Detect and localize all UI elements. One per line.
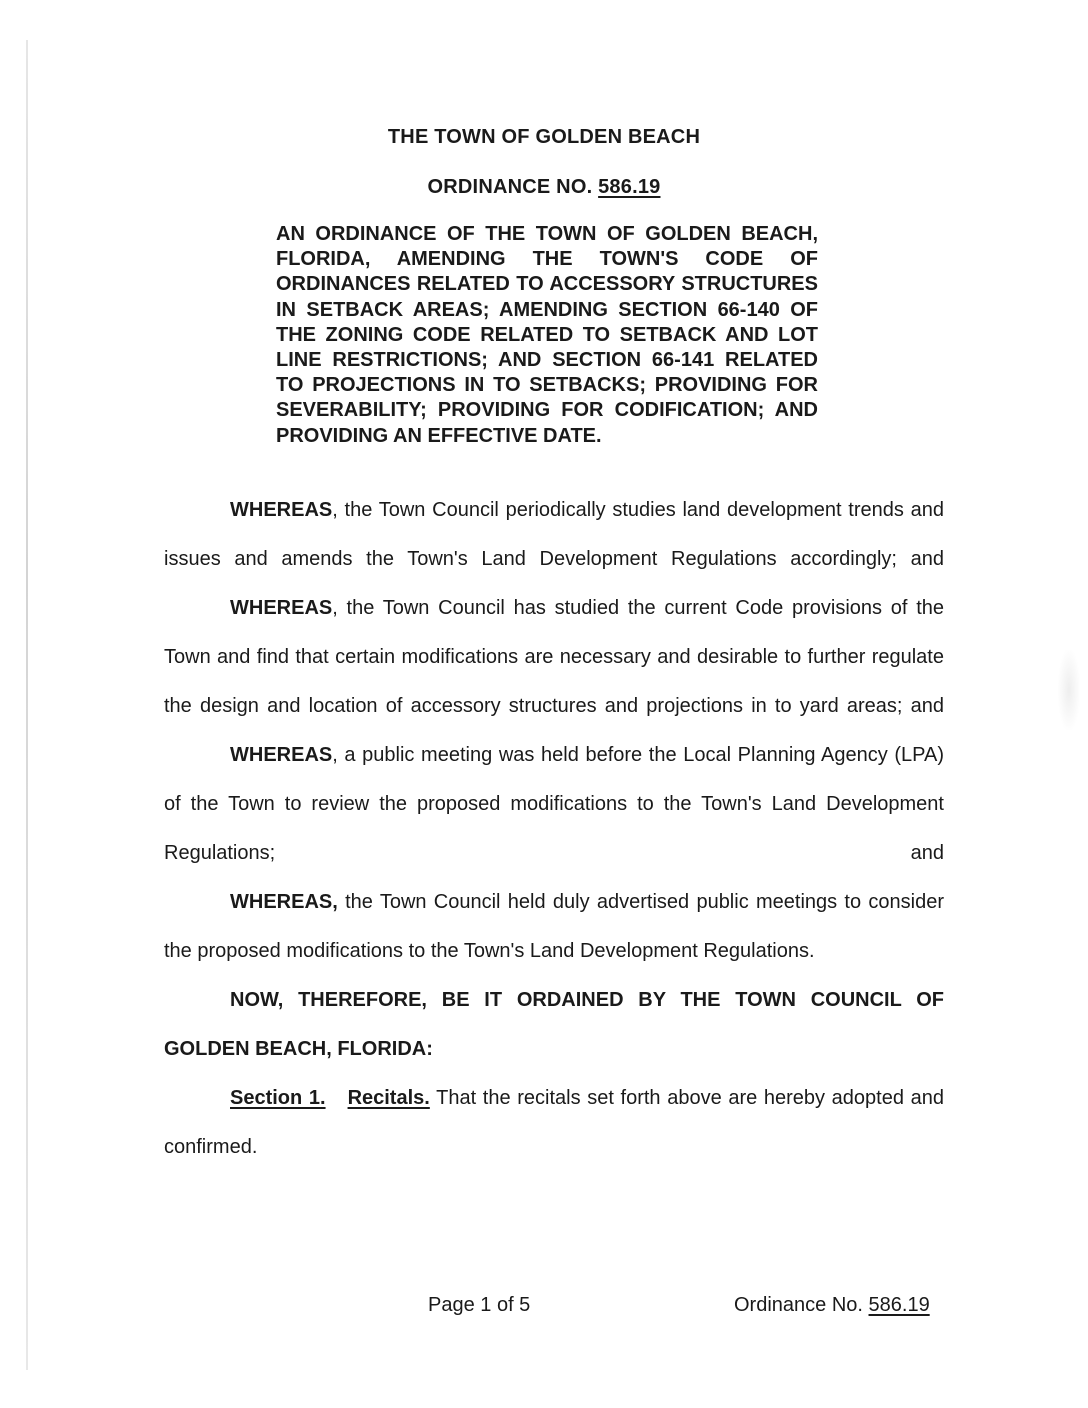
ordinance-body (164, 486, 944, 1172)
ordinance-caption: AN ORDINANCE OF THE TOWN OF GOLDEN BEACH, FLORIDA, AMENDING THE TOWN'S CODE OF ORDINANCES RELATED TO ACCESSORY STRUCTURES IN SETBACK AREAS; AMENDING SECTION 66-140 OF THE ZONING CODE RELATED TO SETBACK AND LOT LINE RESTRICTIONS; AND SECTION 66-141 RELATED TO PROJECTIONS IN TO SETBACKS; PROVIDING FOR SEVERABILITY; PROVIDING FOR CODIFICATION; AND PROVIDING AN EFFECTIVE DATE. (276, 223, 818, 447)
section-number: Section 1. (230, 1087, 326, 1109)
whereas-lead: WHEREAS (230, 499, 333, 521)
whereas-text: the Town Council held duly advertised public meetings to consider the proposed modifications to the Town's Land Development Regulations. (164, 891, 944, 962)
whereas-lead: WHEREAS (230, 744, 333, 766)
whereas-clause (164, 486, 944, 584)
whereas-text: , a public meeting was held before the Local Planning Agency (LPA) of the Town to review the proposed modifications to the Town's Land Development Regulations; and (164, 744, 944, 864)
footer-ordinance-label: Ordinance No. (734, 1294, 869, 1316)
section-title: Recitals. (347, 1087, 430, 1109)
town-heading: THE TOWN OF GOLDEN BEACH (387, 126, 701, 148)
whereas-text: , the Town Council has studied the current Code provisions of the Town and find that certain modifications are necessary and desirable to further regulate the design and location of accessory structures and projections in to yard areas; and (164, 597, 944, 717)
ordinance-number: 586.19 (598, 176, 661, 198)
whereas-clause (164, 584, 944, 731)
footer-ordinance-number: 586.19 (868, 1294, 930, 1316)
page-number: Page 1 of 5 (428, 1294, 531, 1316)
whereas-lead: WHEREAS (230, 597, 333, 619)
ordinance-label: ORDINANCE NO. (427, 176, 599, 198)
section-text: That the recitals set forth above are hereby adopted and confirmed. (164, 1087, 944, 1158)
scan-smudge (1058, 650, 1080, 730)
enactment-clause: NOW, THEREFORE, BE IT ORDAINED BY THE TOWN COUNCIL OF GOLDEN BEACH, FLORIDA: (164, 989, 944, 1060)
scan-edge (26, 40, 28, 1370)
whereas-lead: WHEREAS, (230, 891, 338, 913)
whereas-text: , the Town Council periodically studies land development trends and issues and amends the Town's Land Development Regulations accordingly; and (164, 499, 944, 570)
footer-ordinance (734, 1294, 930, 1317)
whereas-clause (164, 878, 944, 976)
whereas-clause (164, 731, 944, 878)
ordinance-heading (0, 176, 1088, 199)
section-1 (164, 1074, 944, 1172)
